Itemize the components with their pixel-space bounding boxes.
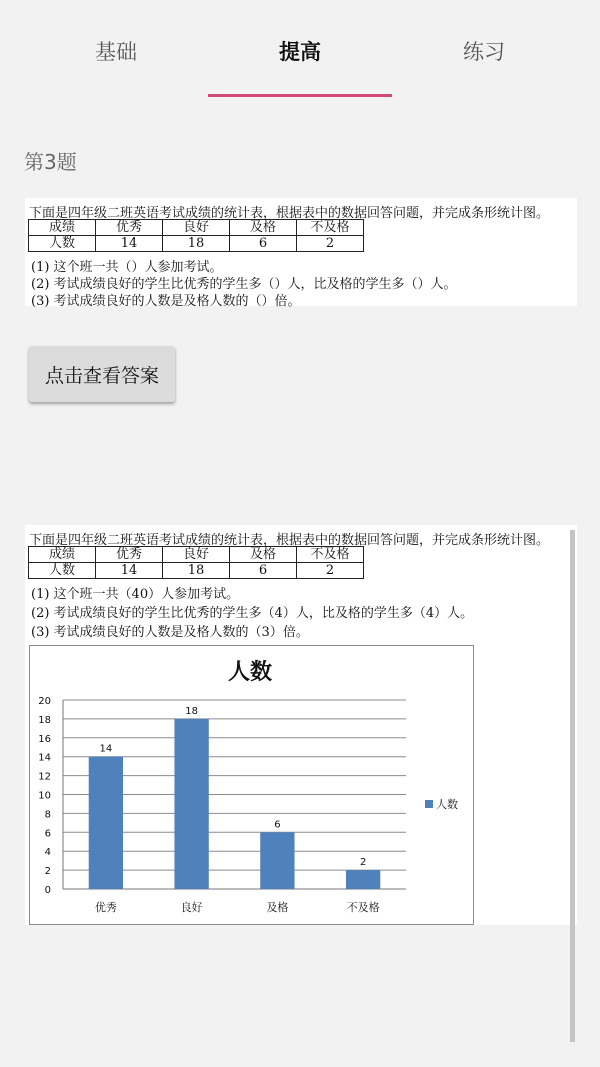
table-cell: 18	[163, 563, 230, 579]
table-cell: 成绩	[29, 220, 96, 236]
data-label: 18	[185, 705, 198, 717]
table-row	[29, 547, 364, 563]
y-tick-label: 20	[38, 696, 51, 707]
table-cell: 2	[297, 563, 364, 579]
bar	[346, 870, 380, 889]
table-cell: 6	[230, 236, 297, 252]
table-cell: 14	[96, 236, 163, 252]
y-tick-label: 4	[44, 847, 51, 859]
question-table	[28, 219, 364, 252]
answer-table	[28, 546, 364, 579]
y-tick-label: 12	[38, 771, 51, 783]
table-cell: 优秀	[96, 220, 163, 236]
tab-practice[interactable]: 练习	[463, 40, 505, 64]
table-cell: 不及格	[297, 220, 364, 236]
y-tick-label: 16	[38, 733, 51, 745]
y-tick-label: 14	[38, 752, 51, 764]
question-title: 第3题	[24, 150, 77, 174]
y-tick-label: 10	[38, 790, 51, 802]
y-tick-label: 8	[44, 809, 51, 821]
question-line-1: (1) 这个班一共（）人参加考试。	[31, 260, 223, 275]
bar-chart	[29, 645, 474, 925]
answer-line-2: (2) 考试成绩良好的学生比优秀的学生多（4）人，比及格的学生多（4）人。	[31, 606, 474, 621]
x-tick-label: 优秀	[94, 901, 117, 914]
answer-line-3: (3) 考试成绩良好的人数是及格人数的（3）倍。	[31, 625, 309, 640]
bar	[174, 719, 208, 889]
bar	[89, 757, 123, 889]
table-row	[29, 220, 364, 236]
x-tick-label: 及格	[266, 901, 289, 914]
tab-advanced[interactable]: 提高	[279, 40, 321, 64]
question-stem: 下面是四年级二班英语考试成绩的统计表，根据表中的数据回答问题，并完成条形统计图。	[29, 206, 550, 221]
chart-title: 人数	[227, 660, 273, 685]
table-cell: 14	[96, 563, 163, 579]
bar	[260, 832, 294, 889]
y-tick-label: 2	[44, 866, 51, 878]
tab-bar	[0, 0, 600, 100]
data-label: 2	[359, 857, 367, 869]
table-cell: 优秀	[96, 547, 163, 563]
table-cell: 18	[163, 236, 230, 252]
legend-swatch	[425, 800, 433, 808]
table-cell: 良好	[163, 220, 230, 236]
y-tick-label: 18	[38, 714, 51, 726]
active-tab-indicator	[208, 94, 392, 97]
data-label: 6	[274, 819, 281, 831]
table-cell: 及格	[230, 547, 297, 563]
x-tick-label: 良好	[180, 901, 203, 914]
data-label: 14	[99, 743, 113, 755]
y-tick-label: 6	[44, 828, 51, 840]
table-cell: 成绩	[29, 547, 96, 563]
table-cell: 及格	[230, 220, 297, 236]
question-image	[25, 198, 577, 309]
legend-label: 人数	[436, 798, 458, 811]
answer-line-1: (1) 这个班一共（40）人参加考试。	[31, 587, 240, 602]
question-line-2: (2) 考试成绩良好的学生比优秀的学生多（）人，比及格的学生多（）人。	[31, 277, 457, 292]
table-row	[29, 236, 364, 252]
bar-chart-svg	[30, 646, 473, 924]
answer-stem: 下面是四年级二班英语考试成绩的统计表，根据表中的数据回答问题，并完成条形统计图。	[29, 533, 550, 548]
scrollbar[interactable]	[570, 530, 575, 1042]
question-line-3: (3) 考试成绩良好的人数是及格人数的（）倍。	[31, 294, 301, 309]
table-cell: 良好	[163, 547, 230, 563]
table-row	[29, 563, 364, 579]
x-tick-label: 不及格	[346, 901, 380, 914]
table-cell: 人数	[29, 563, 96, 579]
show-answer-button[interactable]: 点击查看答案	[29, 346, 175, 402]
table-cell: 6	[230, 563, 297, 579]
y-tick-label: 0	[44, 885, 51, 896]
tab-basic[interactable]: 基础	[95, 40, 137, 64]
table-cell: 2	[297, 236, 364, 252]
table-cell: 人数	[29, 236, 96, 252]
table-cell: 不及格	[297, 547, 364, 563]
